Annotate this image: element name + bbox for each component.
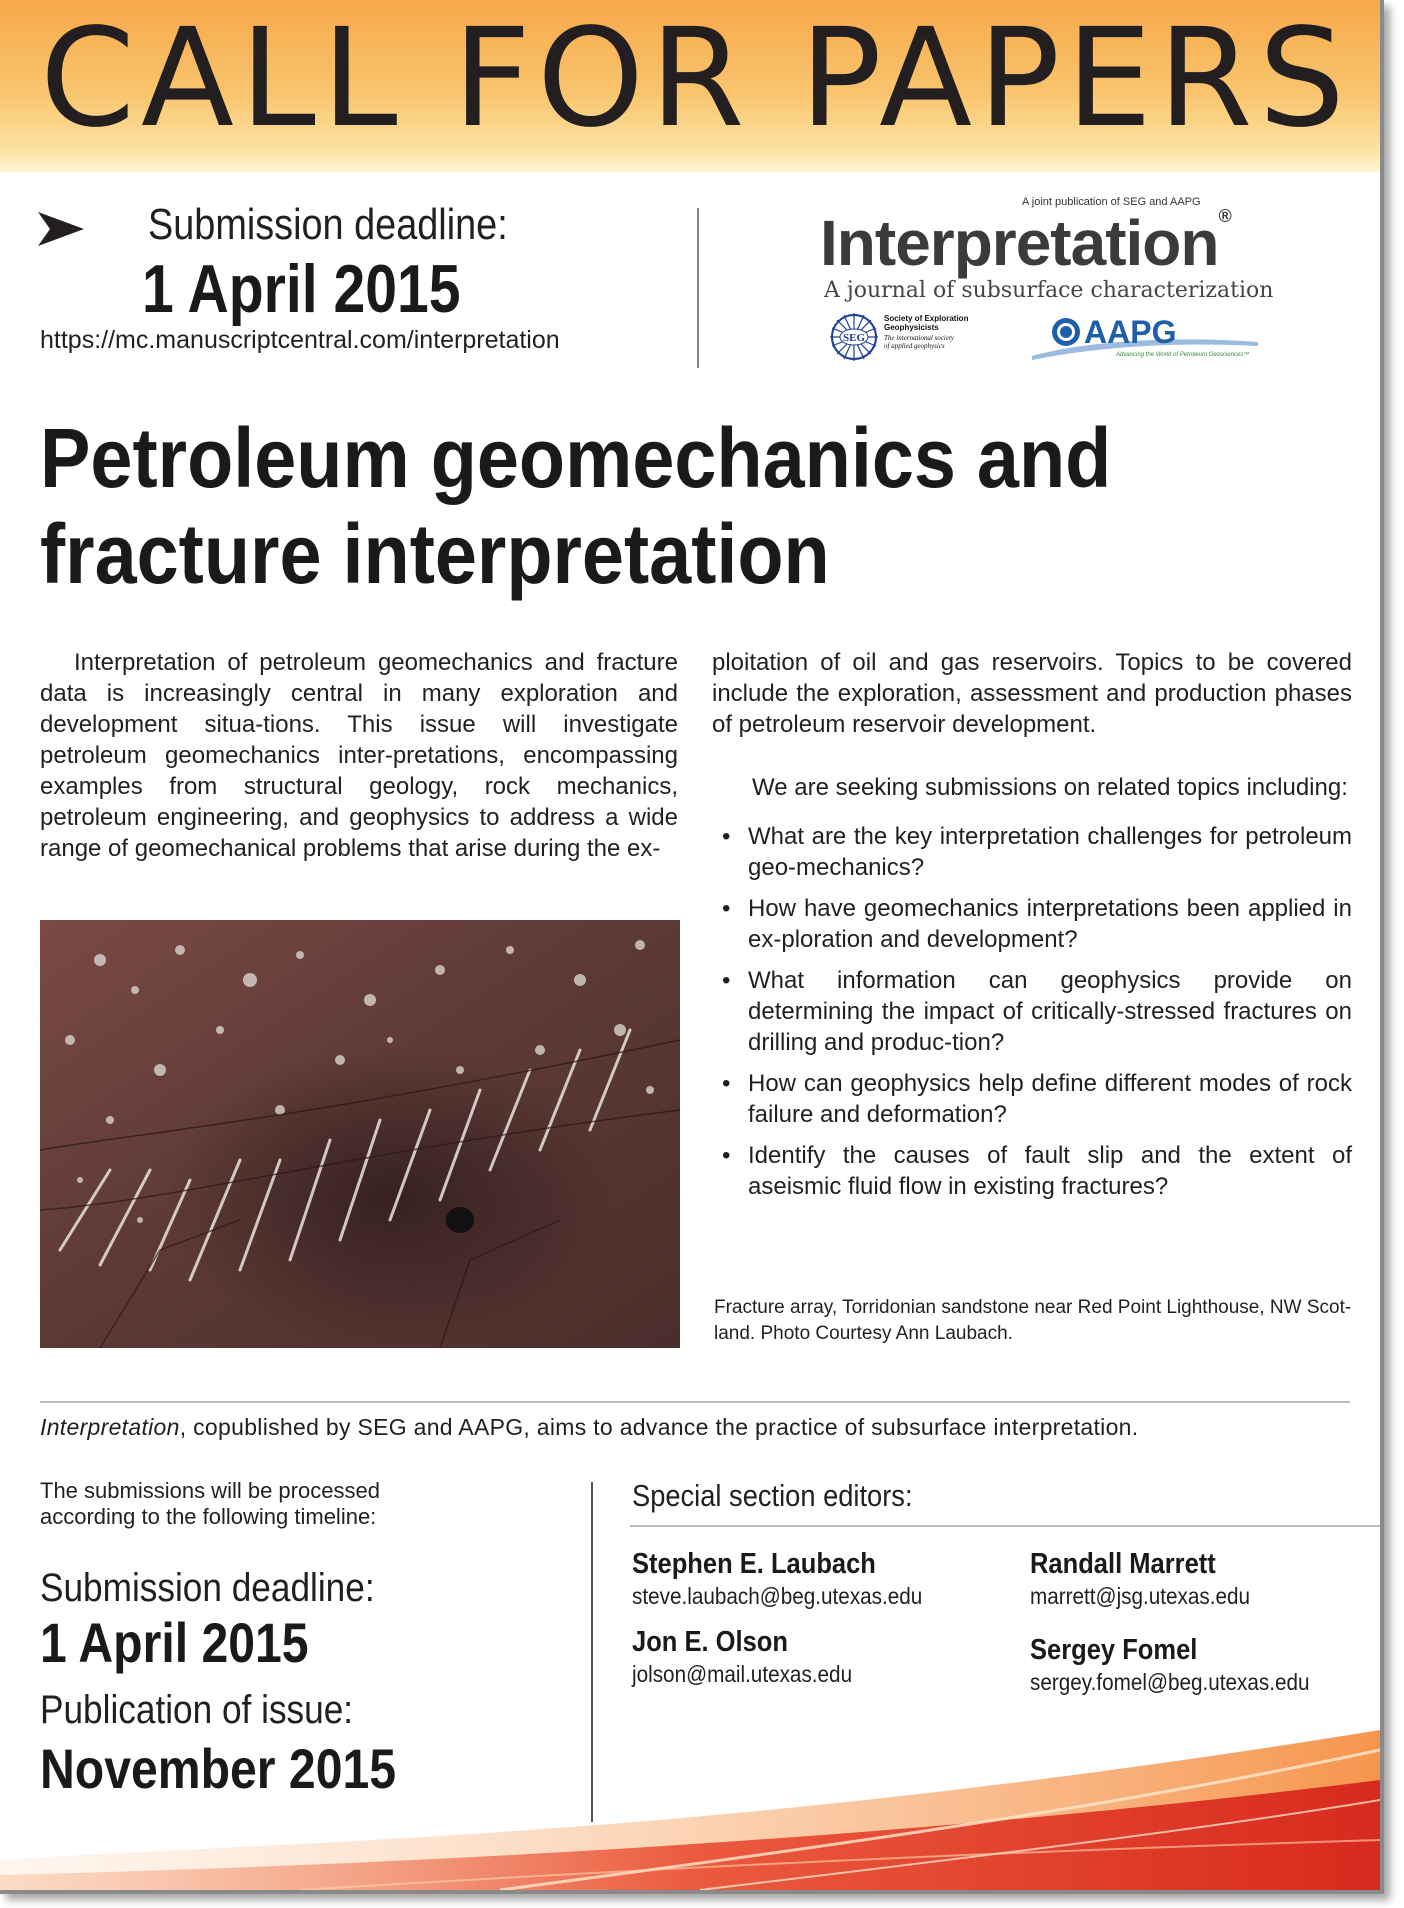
header-banner <box>0 0 1380 172</box>
topic-text: How have geomechanics interpretations been applied in ex-ploration and development? <box>748 895 1352 953</box>
editor-email-link[interactable]: marrett@jsg.utexas.edu <box>1030 1583 1251 1609</box>
seg-logo-line3: The international society <box>884 334 954 342</box>
timeline-publication-label: Publication of issue: <box>40 1688 354 1732</box>
topic-text: What information can geophysics provide on determining the impact of critically-stressed fractures on drilling and produc-tion? <box>748 967 1352 1056</box>
bullet-icon: • <box>722 823 731 850</box>
topics-list <box>712 821 1352 1202</box>
timeline-publication-date: November 2015 <box>40 1737 397 1800</box>
editor-email-link[interactable]: jolson@mail.utexas.edu <box>632 1661 853 1687</box>
editors-divider <box>630 1525 1380 1527</box>
intro-left-column <box>40 647 678 864</box>
aapg-logo <box>1030 312 1260 362</box>
vertical-divider <box>697 208 699 368</box>
timeline-submission-date: 1 April 2015 <box>40 1611 309 1674</box>
intro-right-column <box>712 647 1352 1212</box>
topic-text: How can geophysics help define different modes of rock failure and deformation? <box>748 1070 1352 1128</box>
banner-title: CALL FOR PAPERS <box>40 0 1351 158</box>
horizontal-divider <box>40 1401 1350 1403</box>
editor-card <box>632 1548 972 1610</box>
editor-card <box>632 1626 972 1688</box>
submission-url-link[interactable]: https://mc.manuscriptcentral.com/interpretation <box>40 326 560 354</box>
photo-caption: Fracture array, Torridonian sandstone near Red Point Lighthouse, NW Scot-land. Photo Courtesy Ann Laubach. <box>714 1297 1352 1344</box>
timeline-intro: The submissions will be processed according to the following timeline: <box>40 1478 380 1529</box>
joint-publication-note: A joint publication of SEG and AAPG <box>1022 196 1201 208</box>
aapg-logo-tagline: Advancing the World of Petroleum Geosciences™ <box>1116 352 1250 358</box>
fracture-array-photo <box>40 920 680 1348</box>
bullet-icon: • <box>722 895 731 922</box>
arrow-right-icon <box>38 212 84 246</box>
editor-name: Jon E. Olson <box>632 1626 788 1658</box>
seg-logo-abbrev: SEG <box>842 332 866 344</box>
deadline-label: Submission deadline: <box>148 200 508 249</box>
list-item <box>712 893 1352 955</box>
journal-logo-block <box>820 196 1300 366</box>
topic-text: Identify the causes of fault slip and the extent of aseismic fluid flow in existing fractures? <box>748 1142 1352 1200</box>
editor-email-link[interactable]: sergey.fomel@beg.utexas.edu <box>1030 1669 1310 1695</box>
editor-name: Randall Marrett <box>1030 1548 1216 1580</box>
aapg-logo-text: AAPG <box>1084 314 1177 350</box>
editor-name: Sergey Fomel <box>1030 1634 1198 1666</box>
seg-logo-line2: Geophysicists <box>884 323 939 332</box>
journal-subtitle: A journal of subsurface characterization <box>824 278 1274 303</box>
journal-name-text: Interpretation <box>820 207 1219 279</box>
bullet-icon: • <box>722 967 731 994</box>
seg-logo-line1: Society of Exploration <box>884 314 969 323</box>
list-item <box>712 1140 1352 1202</box>
seg-logo <box>830 312 1000 362</box>
tagline-text: , copublished by SEG and AAPG, aims to advance the practice of subsurface interpretation. <box>179 1414 1139 1440</box>
seg-logo-line4: of applied geophysics <box>884 342 945 350</box>
intro-paragraph-left: Interpretation of petroleum geomechanics and fracture data is increasingly central in many exploration and development situa-tions. This issue will investigate petroleum geomechanics inter-pretations, encompassing examples from structural geology, rock mechanics, petroleum engineering, and geophysics to address a wide range of geomechanical problems that arise during the ex- <box>40 649 678 862</box>
editor-card <box>1030 1634 1370 1696</box>
bullet-icon: • <box>722 1142 731 1169</box>
list-item <box>712 965 1352 1058</box>
page-title: Petroleum geomechanics and fracture interpretation <box>40 411 1112 601</box>
journal-name <box>820 206 1231 280</box>
tagline-journal-name: Interpretation <box>40 1414 180 1440</box>
editor-email-link[interactable]: steve.laubach@beg.utexas.edu <box>632 1583 923 1609</box>
editor-name: Stephen E. Laubach <box>632 1548 876 1580</box>
bullet-icon: • <box>722 1070 731 1097</box>
editors-header: Special section editors: <box>632 1478 913 1513</box>
registered-mark: ® <box>1218 206 1231 226</box>
decorative-swoosh <box>0 1690 1380 1890</box>
list-item <box>712 821 1352 883</box>
timeline-submission-label: Submission deadline: <box>40 1566 375 1610</box>
editor-card <box>1030 1548 1370 1610</box>
deadline-date: 1 April 2015 <box>142 251 461 327</box>
topic-text: What are the key interpretation challenges for petroleum geo-mechanics? <box>748 823 1352 881</box>
journal-tagline <box>40 1414 1138 1441</box>
intro-paragraph-right: ploitation of oil and gas reservoirs. Topics to be covered include the exploration, assessment and production phases of petroleum reservoir development. <box>712 649 1352 738</box>
seeking-statement: We are seeking submissions on related topics including: <box>752 774 1348 801</box>
list-item <box>712 1068 1352 1130</box>
